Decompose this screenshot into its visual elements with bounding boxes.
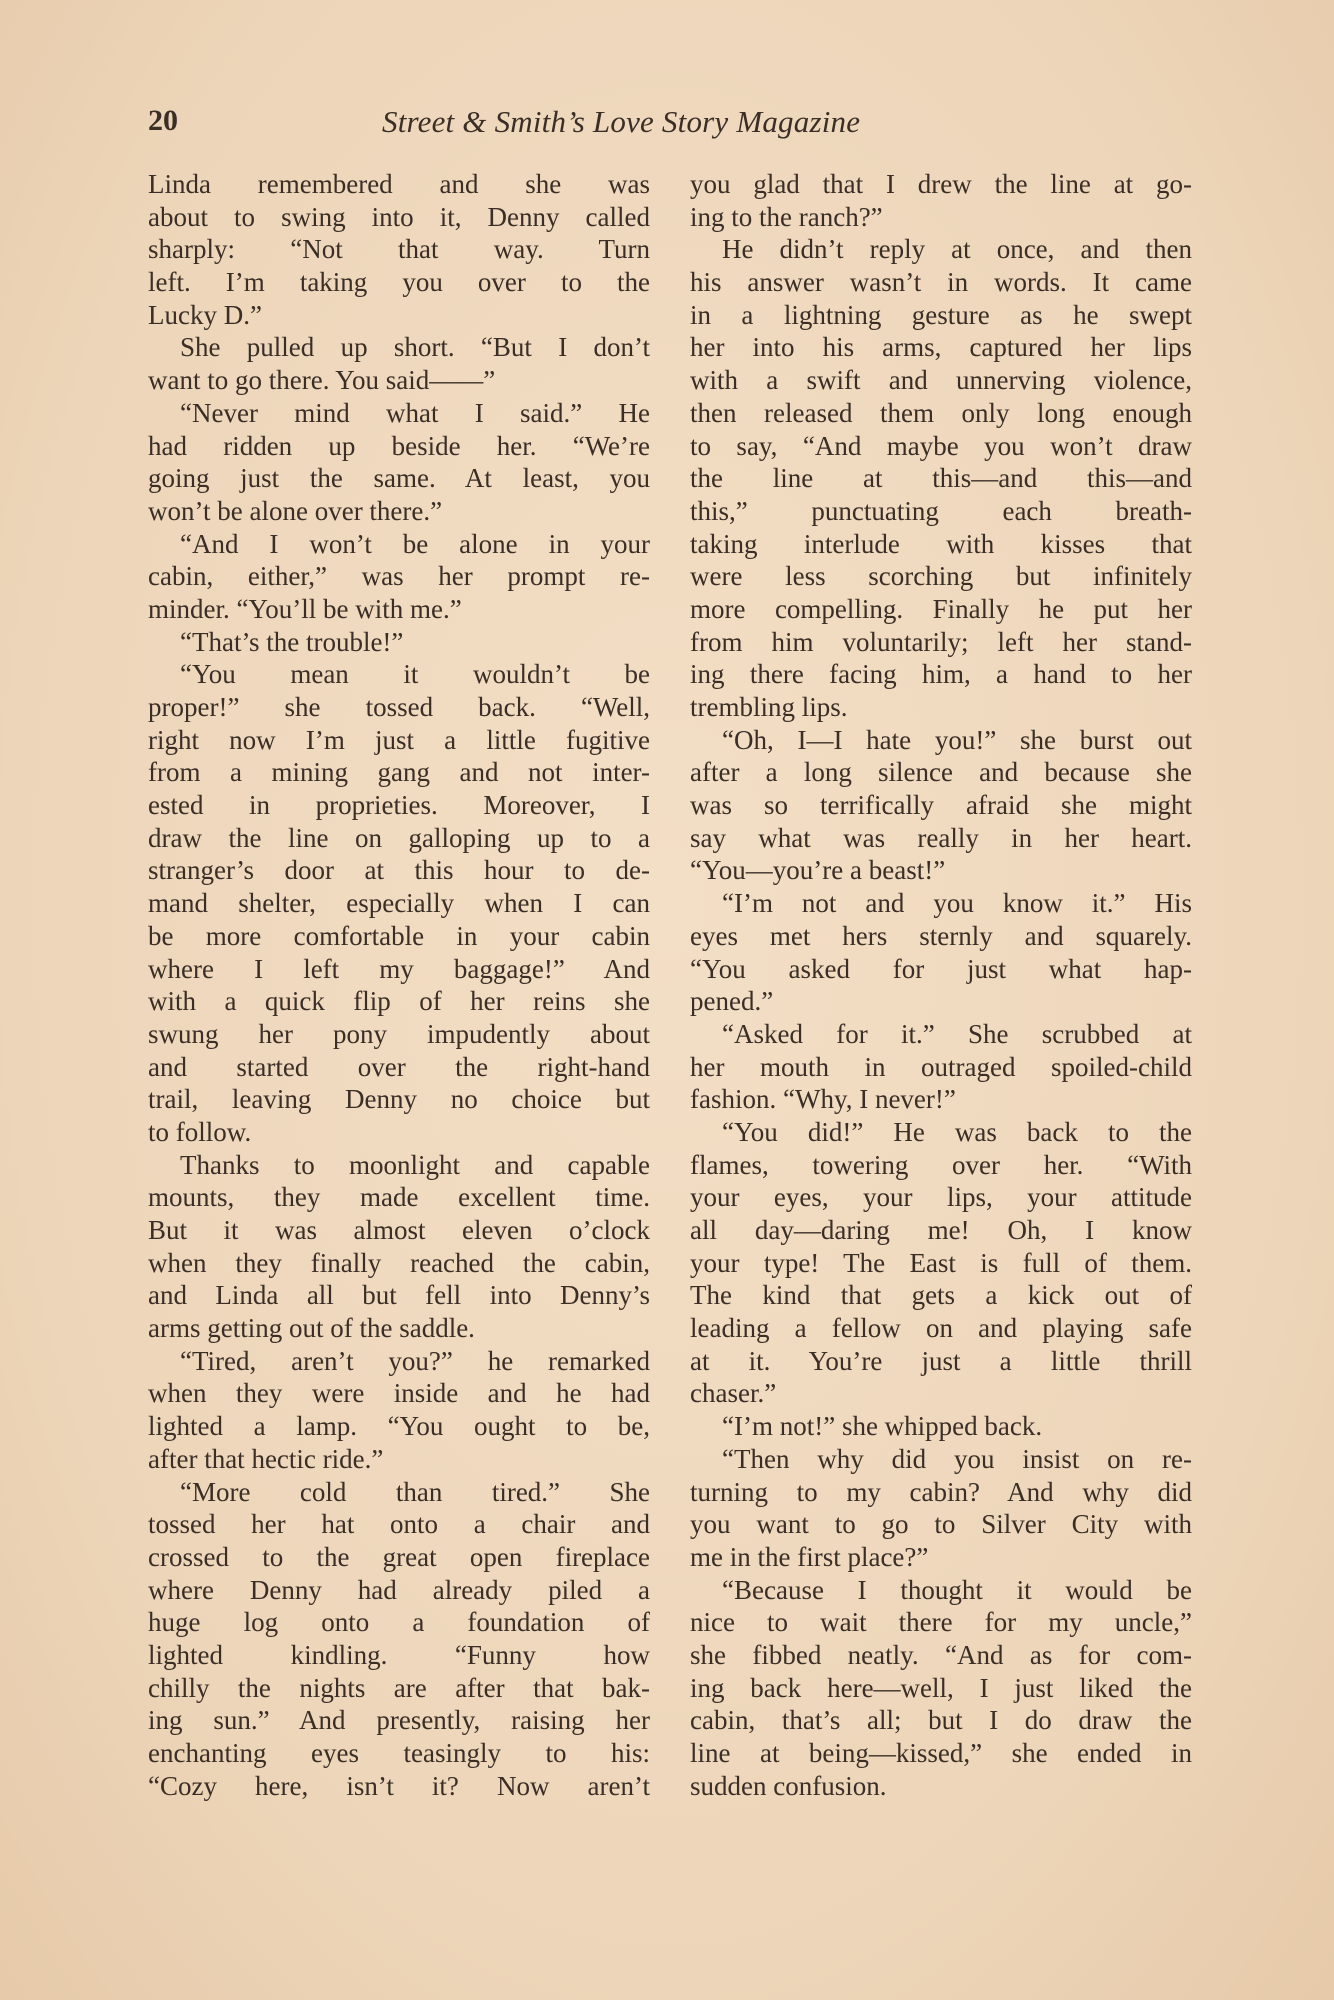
text-line: won’t be alone over there.”: [148, 495, 443, 526]
text-line: “You—you’re a beast!”: [690, 855, 946, 886]
text-line: chilly the nights are after that bak-: [148, 1672, 650, 1703]
text-line: huge log onto a foundation of: [148, 1607, 650, 1638]
text-line: proper!” she tossed back. “Well,: [148, 692, 650, 722]
text-line: But it was almost eleven o’clock: [148, 1215, 650, 1245]
text-line: arms getting out of the saddle.: [148, 1313, 475, 1344]
text-line: “And I won’t be alone in your: [180, 528, 650, 559]
text-line: ing there facing him, a hand to her: [690, 659, 1192, 690]
text-line: ing sun.” And presently, raising her: [148, 1705, 650, 1736]
text-line: sharply: “Not that way. Turn: [148, 234, 650, 265]
text-line: when they were inside and he had: [148, 1378, 650, 1409]
text-line: your type! The East is full of them.: [690, 1247, 1192, 1278]
text-line: with a swift and unnerving violence,: [690, 365, 1192, 396]
text-line: eyes met hers sternly and squarely.: [690, 920, 1192, 951]
text-line: “You asked for just what hap-: [690, 953, 1192, 984]
text-line: about to swing into it, Denny called: [148, 201, 650, 232]
text-line: was so terrifically afraid she might: [690, 790, 1192, 821]
text-line: from him voluntarily; left her stand-: [690, 626, 1192, 657]
text-line: chaser.”: [690, 1378, 777, 1409]
text-line: trail, leaving Denny no choice but: [148, 1084, 650, 1115]
text-line: his answer wasn’t in words. It came: [690, 267, 1192, 298]
text-line: your eyes, your lips, your attitude: [690, 1182, 1192, 1213]
text-line: want to go there. You said——”: [148, 365, 496, 396]
text-line: where Denny had already piled a: [148, 1574, 650, 1605]
text-line: and Linda all but fell into Denny’s: [148, 1280, 650, 1311]
text-line: this,” punctuating each breath-: [690, 495, 1192, 526]
text-line: Linda remembered and she was: [148, 169, 650, 199]
text-line: had ridden up beside her. “We’re: [148, 430, 650, 461]
text-line: enchanting eyes teasingly to his:: [148, 1738, 650, 1768]
page-number: 20: [148, 104, 178, 137]
text-line: flames, towering over her. “With: [690, 1149, 1192, 1180]
text-line: she fibbed neatly. “And as for com-: [690, 1639, 1192, 1670]
text-line: then released them only long enough: [690, 397, 1192, 428]
text-line: “Asked for it.” She scrubbed at: [722, 1018, 1192, 1049]
text-line: “You mean it wouldn’t be: [180, 659, 650, 690]
text-line: She pulled up short. “But I don’t: [180, 332, 650, 363]
text-line: lighted a lamp. “You ought to be,: [148, 1411, 650, 1442]
text-line: the line at this—and this—and: [690, 463, 1192, 494]
text-line: The kind that gets a kick out of: [690, 1280, 1192, 1311]
text-line: with a quick flip of her reins she: [148, 986, 650, 1017]
text-line: all day—daring me! Oh, I know: [690, 1215, 1192, 1245]
text-line: her mouth in outraged spoiled-child: [690, 1051, 1192, 1082]
text-line: and started over the right-hand: [148, 1051, 650, 1082]
text-line: me in the first place?”: [690, 1541, 929, 1572]
text-line: nice to wait there for my uncle,”: [690, 1607, 1192, 1638]
text-line: He didn’t reply at once, and then: [722, 234, 1192, 265]
text-line: mounts, they made excellent time.: [148, 1182, 650, 1213]
text-line: mand shelter, especially when I can: [148, 888, 650, 919]
text-line: at it. You’re just a little thrill: [690, 1345, 1192, 1376]
text-line: you want to go to Silver City with: [690, 1509, 1192, 1540]
text-line: “Oh, I—I hate you!” she burst out: [722, 724, 1192, 755]
text-line: stranger’s door at this hour to de-: [148, 855, 650, 886]
text-line: left. I’m taking you over to the: [148, 267, 650, 298]
text-line: ing back here—well, I just liked the: [690, 1672, 1192, 1703]
text-line: right now I’m just a little fugitive: [148, 724, 650, 755]
text-line: were less scorching but infinitely: [690, 561, 1192, 592]
text-line: Lucky D.”: [148, 299, 262, 330]
text-line: leading a fellow on and playing safe: [690, 1313, 1192, 1344]
text-line: cabin, that’s all; but I do draw the: [690, 1705, 1192, 1736]
text-line: “Cozy here, isn’t it? Now aren’t: [148, 1770, 650, 1801]
text-line: in a lightning gesture as he swept: [690, 299, 1192, 330]
running-title: Street & Smith’s Love Story Magazine: [382, 104, 861, 139]
text-column-right: [690, 168, 1192, 1802]
text-line: to follow.: [148, 1116, 252, 1147]
text-line: trembling lips.: [690, 692, 848, 722]
text-line: where I left my baggage!” And: [148, 953, 650, 984]
text-line: pened.”: [690, 986, 774, 1017]
text-line: fashion. “Why, I never!”: [690, 1084, 956, 1115]
text-line: crossed to the great open fireplace: [148, 1541, 650, 1572]
text-line: minder. “You’ll be with me.”: [148, 593, 462, 624]
text-line: “You did!” He was back to the: [722, 1116, 1192, 1147]
text-line: cabin, either,” was her prompt re-: [148, 561, 650, 592]
text-line: line at being—kissed,” she ended in: [690, 1738, 1192, 1768]
text-line: her into his arms, captured her lips: [690, 332, 1192, 363]
text-line: “Because I thought it would be: [722, 1574, 1192, 1605]
text-column-left: [148, 168, 650, 1802]
text-line: “Never mind what I said.” He: [180, 397, 650, 428]
text-line: taking interlude with kisses that: [690, 528, 1192, 559]
text-line: draw the line on galloping up to a: [148, 822, 650, 853]
text-line: lighted kindling. “Funny how: [148, 1639, 650, 1670]
text-line: ested in proprieties. Moreover, I: [148, 790, 650, 821]
text-line: “Tired, aren’t you?” he remarked: [180, 1345, 650, 1376]
text-line: when they finally reached the cabin,: [148, 1247, 650, 1278]
text-line: “Then why did you insist on re-: [722, 1443, 1192, 1474]
text-line: “More cold than tired.” She: [180, 1476, 650, 1507]
text-line: tossed her hat onto a chair and: [148, 1509, 650, 1540]
text-line: from a mining gang and not inter-: [148, 757, 650, 788]
text-line: “That’s the trouble!”: [180, 626, 404, 657]
text-line: more compelling. Finally he put her: [690, 593, 1192, 624]
text-line: sudden confusion.: [690, 1770, 887, 1801]
text-line: Thanks to moonlight and capable: [180, 1149, 650, 1180]
text-line: after that hectic ride.”: [148, 1443, 384, 1474]
text-line: after a long silence and because she: [690, 757, 1192, 788]
text-line: you glad that I drew the line at go-: [690, 169, 1192, 199]
text-line: ing to the ranch?”: [690, 201, 883, 232]
text-line: say what was really in her heart.: [690, 822, 1192, 853]
text-line: “I’m not and you know it.” His: [722, 888, 1192, 919]
text-line: swung her pony impudently about: [148, 1018, 650, 1049]
text-line: “I’m not!” she whipped back.: [722, 1411, 1043, 1442]
text-line: going just the same. At least, you: [148, 463, 650, 494]
text-line: to say, “And maybe you won’t draw: [690, 430, 1192, 461]
text-line: turning to my cabin? And why did: [690, 1476, 1192, 1507]
text-line: be more comfortable in your cabin: [148, 920, 650, 951]
